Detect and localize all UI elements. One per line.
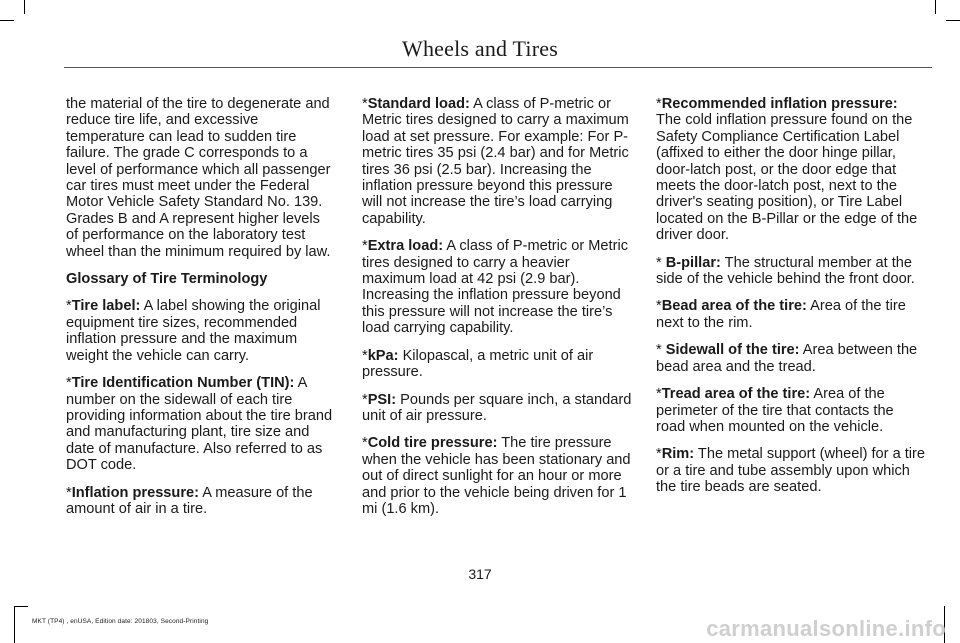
term: Recommended inflation pressure: [661, 96, 898, 112]
column-1 [66, 96, 336, 528]
definition: The cold inflation pressure found on the Safety Compliance Certification Label (affixed to either the door hinge pillar, door-latch post, or the door edge that meets the door-latch post, next to the driver's seating position), or Tire Label located on the B-Pillar or the edge of the driver door. [656, 112, 918, 244]
crop-mark [0, 20, 14, 21]
term: Tread area of the tire: [661, 386, 811, 403]
glossary-entry: *Bead area of the tire: Area of the tire next to the rim. [656, 298, 906, 331]
glossary-entry: * Sidewall of the tire: Area between the bead area and the tread. [656, 342, 918, 375]
term: Bead area of the tire: [661, 298, 807, 315]
term: Tire label: [71, 298, 141, 315]
definition: A class of P-metric or Metric tires designed to carry a heavier maximum load at 42 psi (2.9 bar). Increasing the inflation pressure beyond this pressure will not increase the tire’s load carrying capability. [362, 238, 629, 337]
paragraph-body: the material of the tire to degenerate and reduce tire life, and excessive temperature can lead to sudden tire failure. The grade C corresponds to a level of performance which all passenger car tires must meet under the Federal Motor Vehicle Safety Standard No. 139. Grades B and A represent higher levels of performance on the laboratory test wheel than the minimum required by law. [66, 96, 331, 260]
definition: Area between the bead area and the tread. [656, 342, 918, 375]
header-rule [64, 67, 932, 68]
paragraph [66, 96, 336, 260]
crop-mark [14, 606, 15, 643]
term: PSI: [367, 391, 397, 408]
glossary-entry: *Rim: The metal support (wheel) for a tire or a tire and tube assembly upon which the tire beads are seated. [656, 446, 926, 496]
term: Tire Identification Number (TIN): [71, 375, 295, 392]
glossary-entry: *Inflation pressure: A measure of the amount of air in a tire. [66, 484, 313, 517]
crop-mark [24, 0, 25, 14]
term: Extra load: [367, 238, 444, 255]
definition: Area of the perimeter of the tire that contacts the road when mounted on the vehicle. [656, 386, 894, 435]
definition: Area of the tire next to the rim. [656, 298, 906, 331]
term: Rim: [661, 446, 695, 463]
term: Standard load: [367, 96, 470, 112]
definition: A measure of the amount of air in a tire. [66, 484, 313, 517]
section-heading: Glossary of Tire Terminology [66, 271, 268, 288]
glossary-entry: * B-pillar: The structural member at the side of the vehicle behind the front door. [656, 254, 915, 288]
glossary-entry: *kPa: Kilopascal, a metric unit of air pressure. [362, 347, 594, 381]
definition: A label showing the original equipment tire sizes, recommended inflation pressure and the maximum weight the vehicle can carry. [66, 298, 321, 364]
watermark-text: carmanualsonline.info [706, 616, 946, 641]
glossary-entry: *Tire Identification Number (TIN): A number on the sidewall of each tire providing information about the tire brand and manufacturing plant, tire size and date of manufacture. Also referred to as DOT code. [66, 375, 333, 474]
definition: The metal support (wheel) for a tire or a tire and tube assembly upon which the tire beads are seated. [656, 446, 926, 496]
definition: Pounds per square inch, a standard unit of air pressure. [362, 391, 632, 424]
glossary-entry: *Tread area of the tire: Area of the perimeter of the tire that contacts the road when mounted on the vehicle. [656, 386, 894, 435]
term: Inflation pressure: [71, 484, 199, 501]
definition: The structural member at the side of the vehicle behind the front door. [656, 254, 915, 288]
column-2 [362, 96, 632, 528]
term: Cold tire pressure: [367, 435, 498, 452]
definition: Kilopascal, a metric unit of air pressure. [362, 347, 594, 381]
glossary-entry: *Recommended inflation pressure: The cold inflation pressure found on the Safety Compliance Certification Label (affixed to either the door hinge pillar, door-latch post, or the door edge that meets the door-latch post, next to the driver's seating position), or Tire Label located on the B-Pillar or the edge of the driver door. [656, 96, 918, 244]
crop-mark [946, 20, 960, 21]
crop-mark [14, 606, 28, 607]
term: Sidewall of the tire: [665, 342, 800, 359]
term: B-pillar: [665, 254, 721, 271]
edition-footer: MKT (TP4) , enUSA, Edition date: 201803, Second-Printing [32, 618, 209, 625]
term: kPa: [367, 347, 399, 364]
glossary-entry: *PSI: Pounds per square inch, a standard unit of air pressure. [362, 391, 632, 424]
definition: A class of P-metric or Metric tires designed to carry a maximum load at set pressure. For example: For P-metric tires 35 psi (2.4 bar) and for Metric tires 36 psi (2.5 bar). Increasing the inflation pressure beyond this pressure will not increase the tire’s load carrying capability. [362, 96, 629, 227]
definition: A number on the sidewall of each tire providing information about the tire brand and manufacturing plant, tire size and date of manufacture. Also referred to as DOT code. [66, 375, 333, 474]
glossary-entry: *Cold tire pressure: The tire pressure when the vehicle has been stationary and out of direct sunlight for an hour or more and prior to the vehicle being driven for 1 mi (1.6 km). [362, 435, 631, 517]
definition: The tire pressure when the vehicle has been stationary and out of direct sunlight for an hour or more and prior to the vehicle being driven for 1 mi (1.6 km). [362, 435, 631, 517]
glossary-entry: *Standard load: A class of P-metric or Metric tires designed to carry a maximum load at set pressure. For example: For P-metric tires 35 psi (2.4 bar) and for Metric tires 36 psi (2.5 bar). Increasing the inflation pressure beyond this pressure will not increase the tire’s load carrying capability. [362, 96, 629, 227]
glossary-entry: *Tire label: A label showing the original equipment tire sizes, recommended inflation pressure and the maximum weight the vehicle can carry. [66, 298, 321, 364]
glossary-entry: *Extra load: A class of P-metric or Metric tires designed to carry a heavier maximum load at 42 psi (2.9 bar). Increasing the inflation pressure beyond this pressure will not increase the tire’s load carrying capability. [362, 238, 629, 337]
page-title: Wheels and Tires [402, 36, 558, 61]
crop-mark [935, 0, 936, 14]
column-3 [656, 96, 926, 507]
page-number: 317 [468, 566, 492, 582]
